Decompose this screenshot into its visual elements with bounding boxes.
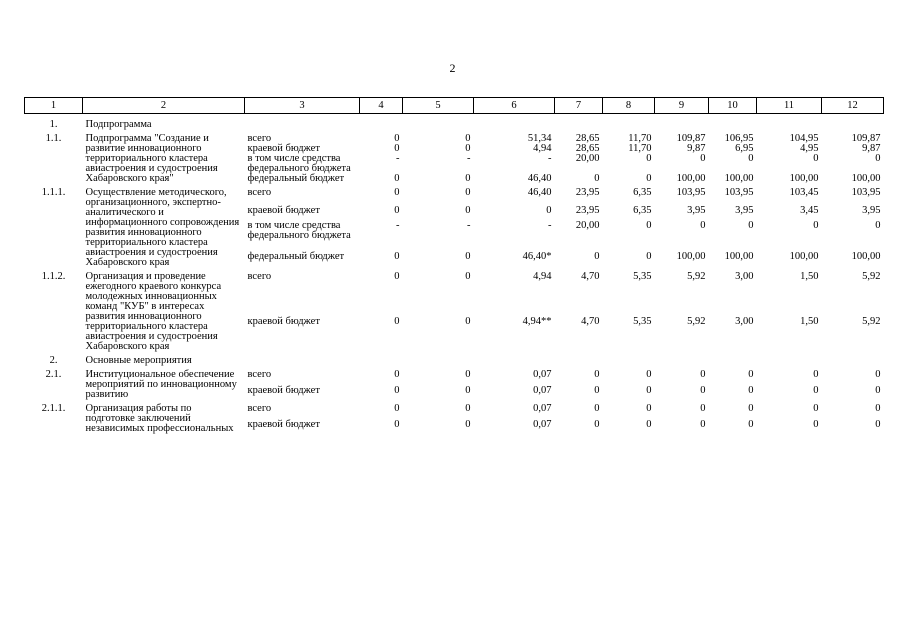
funding-source: федеральный бюджет <box>247 173 345 184</box>
table-row <box>25 268 884 317</box>
value-cell: - <box>396 220 400 232</box>
value-cell: 0 <box>594 418 600 430</box>
empty-cell <box>603 352 655 366</box>
item-index: 2.1.1. <box>41 403 66 414</box>
value-cell: 4,95 <box>800 143 819 154</box>
value-cell: 0,07 <box>533 418 552 430</box>
value-cell: - <box>548 153 552 164</box>
value-cell: 0 <box>465 173 471 184</box>
value-cell: 109,87 <box>676 133 706 144</box>
item-index: 1. <box>49 119 58 130</box>
table-row <box>25 184 884 206</box>
value-cell: 0 <box>748 153 754 164</box>
value-cell: 28,65 <box>575 133 600 144</box>
column-header: 12 <box>822 98 884 114</box>
value-cell: 0 <box>813 369 819 380</box>
value-cell: 0 <box>700 384 706 396</box>
value-cell: 4,94 <box>533 271 552 282</box>
value-cell: 0 <box>700 369 706 380</box>
empty-cell <box>603 120 655 130</box>
empty-cell <box>555 352 603 366</box>
value-cell: 0 <box>594 173 600 184</box>
value-cell: - <box>467 153 471 164</box>
value-cell: 4,94 <box>533 143 552 154</box>
funding-source: краевой бюджет <box>247 143 320 154</box>
empty-cell <box>245 120 360 130</box>
value-cell: 0 <box>813 403 819 414</box>
value-cell: 0 <box>594 251 600 263</box>
funding-source: всего <box>247 271 272 282</box>
value-cell: 0 <box>748 369 754 380</box>
item-name: Основные мероприятия <box>85 355 192 366</box>
value-cell: 28,65 <box>575 143 600 154</box>
empty-cell <box>822 120 884 130</box>
value-cell: 0,07 <box>533 403 552 414</box>
column-header: 10 <box>709 98 757 114</box>
value-cell: 0 <box>394 251 400 263</box>
value-cell: 23,95 <box>575 204 600 216</box>
column-header: 8 <box>603 98 655 114</box>
value-cell: 9,87 <box>687 143 706 154</box>
value-cell: 0 <box>394 173 400 184</box>
value-cell: 4,70 <box>581 271 600 282</box>
column-header: 6 <box>474 98 555 114</box>
value-cell: 3,95 <box>735 204 754 216</box>
funding-source: краевой бюджет <box>247 418 320 430</box>
column-header: 2 <box>83 98 245 114</box>
value-cell: 51,34 <box>527 133 552 144</box>
table-row <box>25 130 884 144</box>
item-name: Институциональное обеспечение мероприятий по инновационному развитию <box>85 369 237 400</box>
value-cell: 20,00 <box>575 220 600 232</box>
column-header: 11 <box>757 98 822 114</box>
empty-cell <box>655 120 709 130</box>
value-cell: 0,07 <box>533 369 552 380</box>
value-cell: 103,95 <box>851 187 881 198</box>
value-cell: 0 <box>394 271 400 282</box>
value-cell: 9,87 <box>862 143 881 154</box>
value-cell: 0 <box>646 369 652 380</box>
value-cell: 4,94** <box>522 316 552 327</box>
funding-source: в том числе средства федерального бюджета <box>247 220 351 242</box>
value-cell: 20,00 <box>575 153 600 164</box>
value-cell: 0 <box>465 133 471 144</box>
value-cell: - <box>467 220 471 232</box>
item-name: Осуществление методического, организационного, экспертно-аналитического и информационного сопровождения развития инновационного территориального кластера авиастроения и судостроения Хабаровского края <box>85 187 240 268</box>
value-cell: 0 <box>394 384 400 396</box>
value-cell: 0 <box>394 133 400 144</box>
value-cell: 5,92 <box>862 271 881 282</box>
value-cell: 103,45 <box>789 187 819 198</box>
value-cell: 0 <box>646 403 652 414</box>
value-cell: 0 <box>594 369 600 380</box>
column-header: 1 <box>25 98 83 114</box>
table-row <box>25 400 884 420</box>
table-row <box>25 352 884 366</box>
value-cell: 0 <box>465 369 471 380</box>
funding-source: всего <box>247 133 272 144</box>
funding-source: краевой бюджет <box>247 384 320 396</box>
value-cell: 6,35 <box>633 204 652 216</box>
value-cell: 109,87 <box>851 133 881 144</box>
value-cell: 0 <box>646 153 652 164</box>
value-cell: 46,40 <box>527 187 552 198</box>
empty-cell <box>655 352 709 366</box>
item-index: 1.1.2. <box>41 271 66 282</box>
item-name: Подпрограмма "Создание и развитие инновационного территориального кластера авиастроения и судостроения Хабаровского края" <box>85 133 218 184</box>
value-cell: 0 <box>748 418 754 430</box>
value-cell: 0 <box>394 316 400 327</box>
value-cell: 5,35 <box>633 271 652 282</box>
value-cell: 0 <box>748 403 754 414</box>
value-cell: 0,07 <box>533 384 552 396</box>
item-index: 2.1. <box>45 369 62 380</box>
value-cell: 0 <box>394 403 400 414</box>
empty-cell <box>822 352 884 366</box>
value-cell: 4,70 <box>581 316 600 327</box>
empty-cell <box>360 120 403 130</box>
value-cell: 0 <box>748 384 754 396</box>
item-name: Подпрограмма <box>85 119 152 130</box>
value-cell: 0 <box>465 271 471 282</box>
value-cell: 0 <box>700 220 706 232</box>
value-cell: 100,00 <box>724 173 754 184</box>
empty-cell <box>245 352 360 366</box>
funding-source: в том числе средства федерального бюджета <box>247 153 351 174</box>
value-cell: 100,00 <box>789 173 819 184</box>
value-cell: 0 <box>700 418 706 430</box>
value-cell: 0 <box>394 369 400 380</box>
value-cell: 0 <box>394 418 400 430</box>
value-cell: 0 <box>813 220 819 232</box>
empty-cell <box>757 352 822 366</box>
value-cell: 100,00 <box>789 251 819 263</box>
value-cell: 0 <box>465 418 471 430</box>
funding-source: федеральный бюджет <box>247 251 345 263</box>
funding-source: краевой бюджет <box>247 316 320 327</box>
value-cell: 0 <box>813 384 819 396</box>
empty-cell <box>709 352 757 366</box>
empty-cell <box>360 352 403 366</box>
item-name: Организация работы по подготовке заключений независимых профессиональных <box>85 403 234 434</box>
value-cell: 0 <box>875 384 881 396</box>
value-cell: 1,50 <box>800 271 819 282</box>
value-cell: 0 <box>394 204 400 216</box>
value-cell: 0 <box>875 220 881 232</box>
value-cell: 5,35 <box>633 316 652 327</box>
value-cell: 0 <box>875 418 881 430</box>
page-number: 2 <box>449 61 456 75</box>
empty-cell <box>403 120 474 130</box>
value-cell: - <box>396 153 400 164</box>
value-cell: 0 <box>465 316 471 327</box>
value-cell: 0 <box>594 403 600 414</box>
empty-cell <box>709 120 757 130</box>
value-cell: 0 <box>875 369 881 380</box>
item-name: Организация и проведение ежегодного краевого конкурса молодежных инновационных команд "КУБ" в интересах развития инновационного территориального кластера авиастроения и судостроения Хабаровского края <box>85 271 222 352</box>
value-cell: 3,00 <box>735 271 754 282</box>
table-row <box>25 366 884 386</box>
empty-cell <box>474 120 555 130</box>
value-cell: 5,92 <box>862 316 881 327</box>
value-cell: 0 <box>700 153 706 164</box>
value-cell: 0 <box>813 418 819 430</box>
empty-cell <box>757 120 822 130</box>
item-index: 1.1. <box>45 133 62 144</box>
value-cell: 103,95 <box>724 187 754 198</box>
value-cell: 0 <box>465 403 471 414</box>
value-cell: 0 <box>646 384 652 396</box>
value-cell: 23,95 <box>575 187 600 198</box>
value-cell: 0 <box>646 220 652 232</box>
value-cell: 100,00 <box>676 251 706 263</box>
value-cell: 5,92 <box>687 316 706 327</box>
value-cell: 0 <box>465 384 471 396</box>
table-header-row <box>25 98 884 114</box>
table-row <box>25 120 884 130</box>
funding-source: краевой бюджет <box>247 204 320 216</box>
value-cell: 0 <box>700 403 706 414</box>
item-index: 2. <box>49 355 58 366</box>
value-cell: 0 <box>546 204 552 216</box>
value-cell: 100,00 <box>676 173 706 184</box>
value-cell: 1,50 <box>800 316 819 327</box>
value-cell: 3,95 <box>862 204 881 216</box>
budget-table <box>24 97 884 434</box>
value-cell: 0 <box>465 143 471 154</box>
column-header: 5 <box>403 98 474 114</box>
item-index: 1.1.1. <box>41 187 66 198</box>
value-cell: 0 <box>646 251 652 263</box>
value-cell: 0 <box>875 403 881 414</box>
empty-cell <box>403 352 474 366</box>
value-cell: - <box>548 220 552 232</box>
column-header: 4 <box>360 98 403 114</box>
value-cell: 104,95 <box>789 133 819 144</box>
funding-source: всего <box>247 187 272 198</box>
value-cell: 0 <box>594 384 600 396</box>
value-cell: 11,70 <box>628 143 652 154</box>
value-cell: 0 <box>465 251 471 263</box>
value-cell: 6,95 <box>735 143 754 154</box>
value-cell: 100,00 <box>724 251 754 263</box>
value-cell: 0 <box>465 187 471 198</box>
value-cell: 0 <box>394 143 400 154</box>
value-cell: 46,40* <box>522 251 552 263</box>
column-header: 3 <box>245 98 360 114</box>
empty-cell <box>555 120 603 130</box>
value-cell: 0 <box>875 153 881 164</box>
value-cell: 0 <box>748 220 754 232</box>
value-cell: 100,00 <box>851 251 881 263</box>
value-cell: 100,00 <box>851 173 881 184</box>
value-cell: 6,35 <box>633 187 652 198</box>
funding-source: всего <box>247 369 272 380</box>
value-cell: 0 <box>646 173 652 184</box>
value-cell: 46,40 <box>527 173 552 184</box>
value-cell: 3,00 <box>735 316 754 327</box>
funding-source: всего <box>247 403 272 414</box>
value-cell: 103,95 <box>676 187 706 198</box>
column-header: 7 <box>555 98 603 114</box>
value-cell: 3,45 <box>800 204 819 216</box>
column-header: 9 <box>655 98 709 114</box>
value-cell: 0 <box>646 418 652 430</box>
value-cell: 106,95 <box>724 133 754 144</box>
value-cell: 0 <box>394 187 400 198</box>
empty-cell <box>474 352 555 366</box>
value-cell: 0 <box>813 153 819 164</box>
value-cell: 3,95 <box>687 204 706 216</box>
value-cell: 5,92 <box>687 271 706 282</box>
value-cell: 11,70 <box>628 133 652 144</box>
value-cell: 0 <box>465 204 471 216</box>
